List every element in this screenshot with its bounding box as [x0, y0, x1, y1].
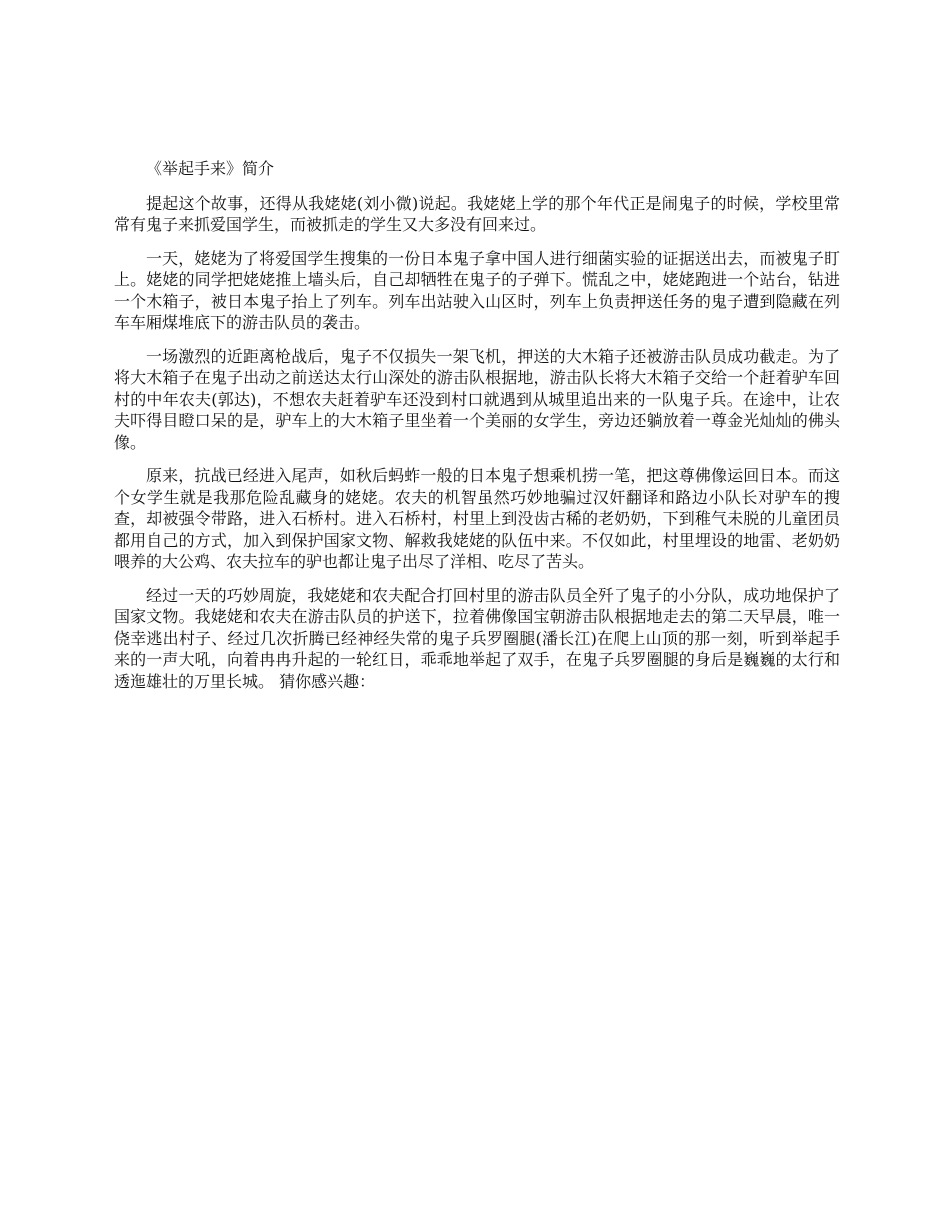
paragraph-5: 经过一天的巧妙周旋，我姥姥和农夫配合打回村里的游击队员全歼了鬼子的小分队，成功地保护了国家文物。我姥姥和农夫在游击队员的护送下，拉着佛像国宝朝游击队根据地走去的第二天早晨，唯一侥幸逃出村子、经过几次折腾已经神经失常的鬼子兵罗圈腿(潘长江)在爬上山顶的那一刻，听到举起手来的一声大吼，向着冉冉升起的一轮红日，乖乖地举起了双手，在鬼子兵罗圈腿的身后是巍巍的太行和透迤雄壮的万里长城。 猜你感兴趣： [114, 585, 840, 691]
paragraph-1: 提起这个故事，还得从我姥姥(刘小微)说起。我姥姥上学的那个年代正是闹鬼子的时候，学校里常常有鬼子来抓爱国学生，而被抓走的学生又大多没有回来过。 [114, 193, 840, 234]
document-title: 《举起手来》简介 [146, 159, 275, 178]
paragraph-3: 一场激烈的近距离枪战后，鬼子不仅损失一架飞机，押送的大木箱子还被游击队员成功截走。为了将大木箱子在鬼子出动之前送达太行山深处的游击队根据地，游击队长将大木箱子交给一个赶着驴车回村的中年农夫(郭达)，不想农夫赶着驴车还没到村口就遇到从城里追出来的一队鬼子兵。在途中，让农夫吓得目瞪口呆的是，驴车上的大木箱子里坐着一个美丽的女学生，旁边还躺放着一尊金光灿灿的佛头像。 [114, 346, 840, 452]
paragraph-2: 一天，姥姥为了将爱国学生搜集的一份日本鬼子拿中国人进行细菌实验的证据送出去，而被鬼子盯上。姥姥的同学把姥姥推上墙头后，自己却牺牲在鬼子的子弹下。慌乱之中，姥姥跑进一个站台，钻进一个木箱子，被日本鬼子抬上了列车。列车出站驶入山区时，列车上负责押送任务的鬼子遭到隐藏在列车车厢煤堆底下的游击队员的袭击。 [114, 248, 840, 332]
document-body [114, 158, 840, 704]
paragraph-4: 原来，抗战已经进入尾声，如秋后蚂蚱一般的日本鬼子想乘机捞一笔，把这尊佛像运回日本。而这个女学生就是我那危险乱藏身的姥姥。农夫的机智虽然巧妙地骗过汉奸翻译和路边小队长对驴车的搜查，却被强令带路，进入石桥村。进入石桥村，村里上到没齿古稀的老奶奶，下到稚气未脱的儿童团员都用自己的方式，加入到保护国家文物、解救我姥姥的队伍中来。不仅如此，村里埋设的地雷、老奶奶喂养的大公鸡、农夫拉车的驴也都让鬼子出尽了洋相、吃尽了苦头。 [114, 466, 840, 571]
